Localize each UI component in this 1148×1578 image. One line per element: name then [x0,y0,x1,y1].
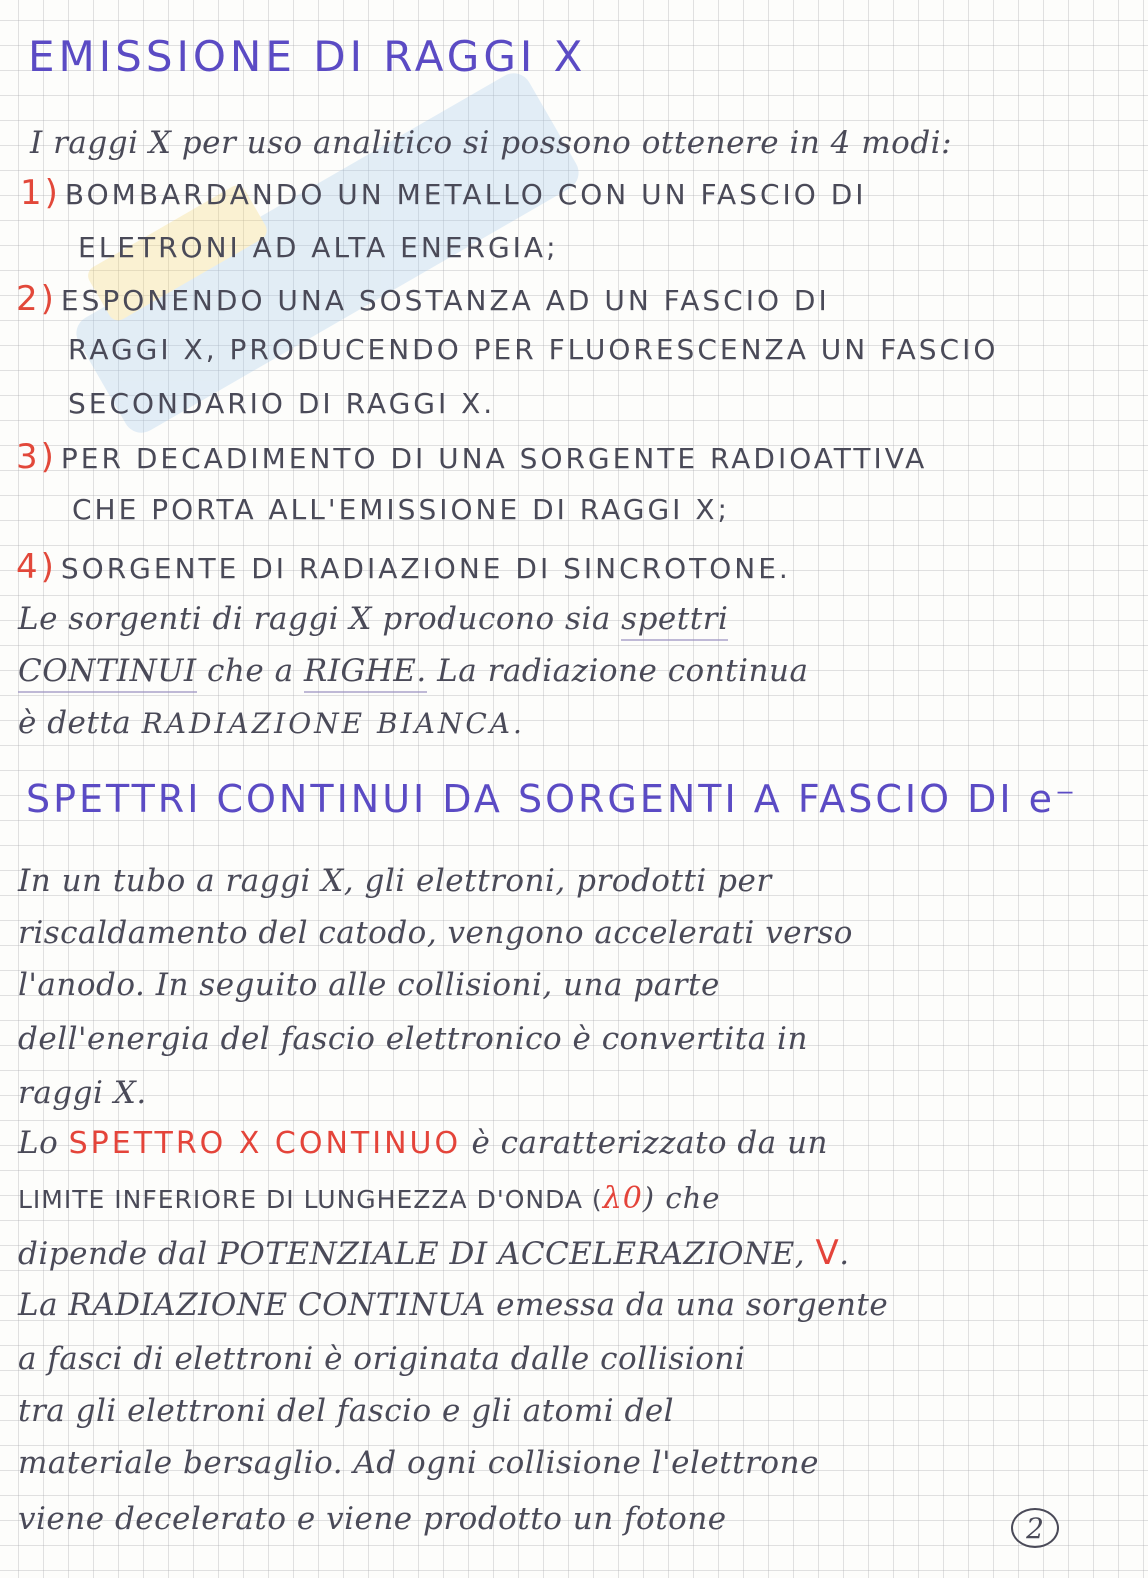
sources-line-3: è detta RADIAZIONE BIANCA. [18,705,525,741]
spectrum-line-3: dipende dal POTENZIALE DI ACCELERAZIONE, V. [18,1233,850,1273]
method-text: SORGENTE DI RADIAZIONE DI SINCROTONE. [60,552,791,585]
page-title: EMISSIONE DI RAGGI X [28,32,587,81]
section-heading: SPETTRI CONTINUI DA SORGENTI A FASCIO DI e⁻ [26,777,1079,821]
method-2 [16,279,830,319]
radiation-line-1: La RADIAZIONE CONTINUA emessa da una sorgente [18,1287,889,1323]
underlined-term: RIGHE. [304,653,427,693]
voltage-symbol: V [815,1233,840,1273]
radiation-line-5: viene decelerato e viene prodotto un fotone [18,1501,727,1537]
method-text: ESPONENDO UNA SOSTANZA AD UN FASCIO DI [60,284,830,317]
spectrum-line-1: Lo SPETTRO X CONTINUO è caratterizzato da un [18,1125,829,1161]
method-1 [20,173,867,213]
method-2-continued: SECONDARIO DI RAGGI X. [68,387,496,420]
method-2-continued: RAGGI X, PRODUCENDO PER FLUORESCENZA UN FASCIO [68,333,999,366]
tube-line: raggi X. [18,1075,147,1111]
method-number: 4) [16,547,57,587]
method-4 [16,547,791,587]
method-number: 2) [16,279,57,319]
highlight-term: SPETTRO X CONTINUO [68,1126,462,1161]
intro-text: I raggi X per uso analitico si possono ottenere in 4 modi: [30,125,953,161]
method-number: 3) [16,437,57,477]
underlined-term: CONTINUI [18,653,197,693]
tube-line: In un tubo a raggi X, gli elettroni, prodotti per [18,863,772,899]
radiation-line-4: materiale bersaglio. Ad ogni collisione l'elettrone [18,1445,819,1481]
lambda-symbol: λ0 [602,1181,643,1216]
tube-line: dell'energia del fascio elettronico è convertita in [18,1021,808,1057]
method-text: PER DECADIMENTO DI UNA SORGENTE RADIOATTIVA [60,442,928,475]
tube-line: riscaldamento del catodo, vengono accelerati verso [18,915,853,951]
underlined-term: spettri [621,601,728,641]
spectrum-line-2: LIMITE INFERIORE DI LUNGHEZZA D'ONDA (λ0) che [18,1181,721,1216]
method-3 [16,437,928,477]
sources-line-2: CONTINUI che a RIGHE. La radiazione continua [18,656,808,687]
method-text: BOMBARDANDO UN METALLO CON UN FASCIO DI [64,178,867,211]
page-number: 2 [1011,1508,1059,1548]
method-3-continued: CHE PORTA ALL'EMISSIONE DI RAGGI X; [72,493,730,526]
tube-line: l'anodo. In seguito alle collisioni, una parte [18,967,720,1003]
sources-line-1: Le sorgenti di raggi X producono sia spettri [18,604,728,635]
method-number: 1) [20,173,61,213]
method-1-continued: ELETRONI AD ALTA ENERGIA; [78,231,559,264]
radiation-line-3: tra gli elettroni del fascio e gli atomi del [18,1393,675,1429]
radiation-line-2: a fasci di elettroni è originata dalle collisioni [18,1341,746,1377]
